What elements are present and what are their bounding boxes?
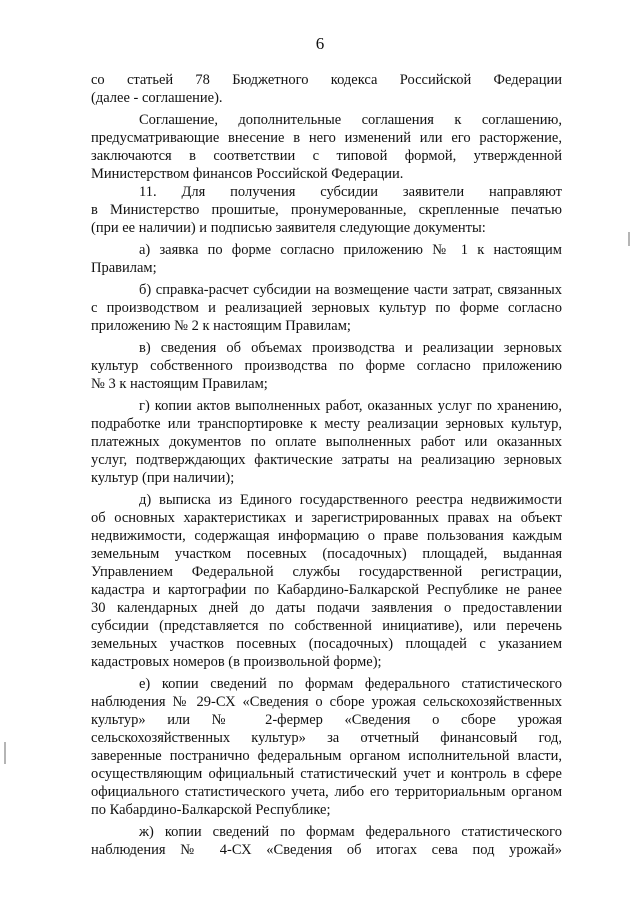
text-line: субсидии (представляется по собственной инициативе), или перечень bbox=[91, 618, 562, 634]
text-line: по Кабардино-Балкарской Республике; bbox=[91, 802, 331, 818]
text-line: с производством и реализацией зерновых культур по форме согласно bbox=[91, 300, 562, 316]
text-line: предусматривающие внесение в него изменений или его расторжение, bbox=[91, 130, 562, 146]
text-line: № 3 к настоящим Правилам; bbox=[91, 376, 268, 392]
text-line: об основных характеристиках и зарегистрированных правах на объект bbox=[91, 510, 562, 526]
text-line: Управлением Федеральной службы государственной регистрации, bbox=[91, 564, 562, 580]
page-number: 6 bbox=[315, 34, 325, 53]
text-line: платежных документов по оплате выполненных работ или оказанных bbox=[91, 434, 562, 450]
text-line: (при ее наличии) и подписью заявителя следующие документы: bbox=[91, 220, 486, 236]
text-line: заверенные постранично федеральным органом исполнительной власти, bbox=[91, 748, 562, 764]
text-line: культур собственного производства по форме согласно приложению bbox=[91, 358, 562, 374]
text-line: в) сведения об объемах производства и реализации зерновых bbox=[139, 340, 562, 356]
text-line: б) справка-расчет субсидии на возмещение части затрат, связанных bbox=[139, 282, 562, 298]
text-line: а) заявка по форме согласно приложению № 1 к настоящим bbox=[139, 242, 562, 258]
text-line: 11. Для получения субсидии заявители направляют bbox=[139, 184, 562, 200]
text-line: услуг, подтверждающих фактические затраты на реализацию зерновых bbox=[91, 452, 562, 468]
text-line: приложению № 2 к настоящим Правилам; bbox=[91, 318, 351, 334]
text-line: Правилам; bbox=[91, 260, 157, 276]
text-line: недвижимости, содержащая информацию о праве пользования каждым bbox=[91, 528, 562, 544]
text-line: заключаются в соответствии с типовой формой, утвержденной bbox=[91, 148, 562, 164]
text-line: Министерством финансов Российской Федерации. bbox=[91, 166, 404, 182]
text-line: е) копии сведений по формам федерального статистического bbox=[139, 676, 562, 692]
text-line: 30 календарных дней до даты подачи заявления о предоставлении bbox=[91, 600, 562, 616]
text-line: официального статистического учета, либо его территориальным органом bbox=[91, 784, 562, 800]
text-line: осуществляющим официальный статистический учет и контроль в сфере bbox=[91, 766, 562, 782]
binding-mark-left bbox=[4, 742, 6, 764]
text-line: со статьей 78 Бюджетного кодекса Российской Федерации bbox=[91, 72, 562, 88]
text-line: подработке или транспортировке к месту реализации зерновых культур, bbox=[91, 416, 562, 432]
text-line: земельным участком посевных (посадочных) площадей, выданная bbox=[91, 546, 562, 562]
text-line: ж) копии сведений по формам федерального статистического bbox=[139, 824, 562, 840]
text-line: земельных участков посевных (посадочных) площадей с указанием bbox=[91, 636, 562, 652]
text-line: наблюдения № 4-СХ «Сведения об итогах сева под урожай» bbox=[91, 842, 562, 858]
text-line: кадастровых номеров (в произвольной форме); bbox=[91, 654, 382, 670]
text-line: культур» или № 2-фермер «Сведения о сборе урожая bbox=[91, 712, 562, 728]
text-line: наблюдения № 29-СХ «Сведения о сборе урожая сельскохозяйственных bbox=[91, 694, 562, 710]
text-line: (далее - соглашение). bbox=[91, 90, 223, 106]
text-line: в Министерство прошитые, пронумерованные, скрепленные печатью bbox=[91, 202, 562, 218]
text-line: д) выписка из Единого государственного реестра недвижимости bbox=[139, 492, 562, 508]
text-line: культур (при наличии); bbox=[91, 470, 235, 486]
text-line: кадастра и картографии по Кабардино-Балкарской Республике не ранее bbox=[91, 582, 562, 598]
text-line: г) копии актов выполненных работ, оказанных услуг по хранению, bbox=[139, 398, 562, 414]
text-line: Соглашение, дополнительные соглашения к соглашению, bbox=[139, 112, 562, 128]
binding-mark-right bbox=[628, 232, 630, 246]
text-line: сельскохозяйственных культур» за отчетный финансовый год, bbox=[91, 730, 562, 746]
document-body bbox=[91, 71, 562, 859]
